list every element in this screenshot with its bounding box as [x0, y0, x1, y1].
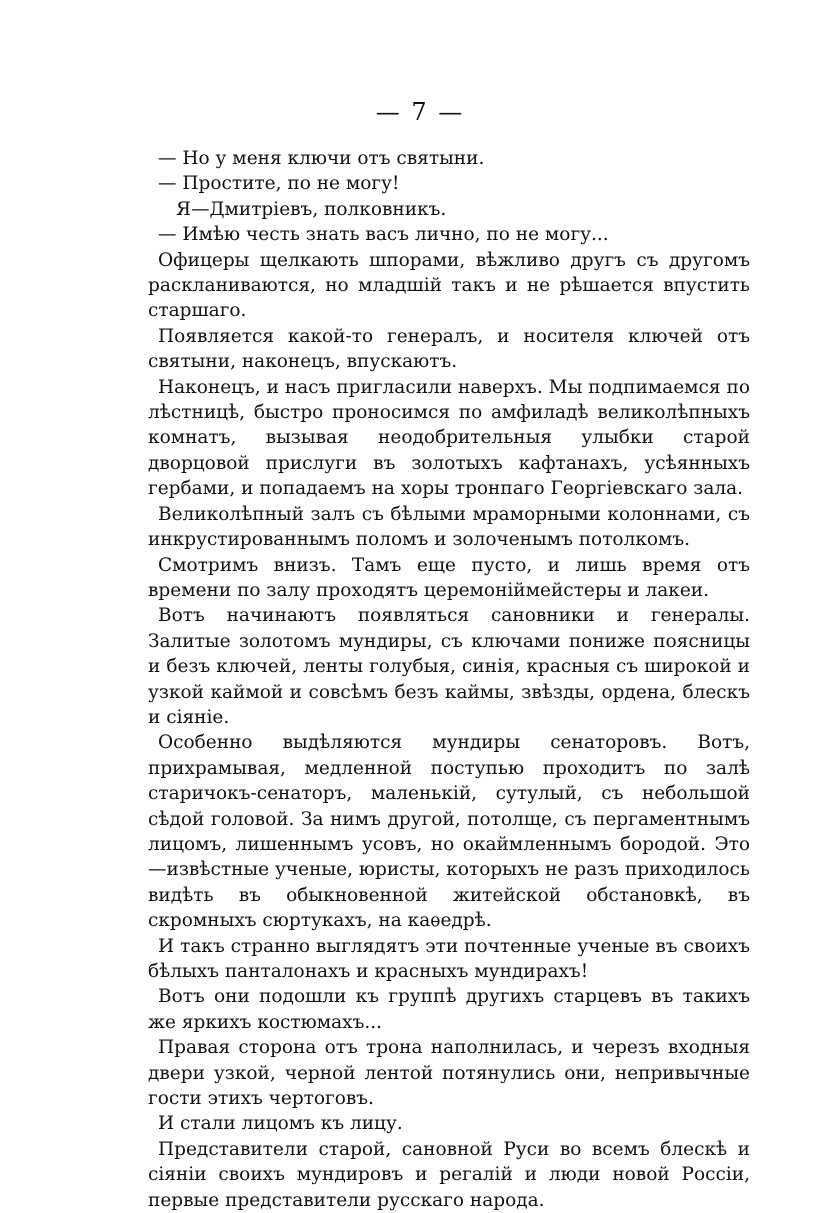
paragraph-5: Офицеры щелкають шпорами, вѣжливо другъ съ другомъ раскланиваются, но младшій такъ и не рѣшается впустить старшаго.: [148, 249, 750, 322]
paragraph-6: Появляется какой-то генералъ, и носителя ключей отъ святыни, наконецъ, впускаютъ.: [148, 325, 750, 373]
paragraph-12: И такъ странно выглядятъ эти почтенные ученые въ своихъ бѣлыхъ панталонахъ и красныхъ мундирахъ!: [148, 935, 750, 982]
body-text: [148, 146, 750, 1213]
paragraph-15: И стали лицомъ къ лицу.: [158, 1113, 403, 1135]
paragraph-9: Смотримъ внизъ. Тамъ еще пусто, и лишь время отъ времени по залу проходятъ церемоніймейстеры и лакеи.: [148, 554, 750, 601]
paragraph-16: Представители старой, сановной Руси во всемъ блескѣ и сіяніи своихъ мундировъ и регалій и люди новой Россіи, первые представители русскаго народа.: [148, 1138, 750, 1211]
page-number: — 7 —: [375, 98, 465, 126]
paragraph-11: Особенно выдѣляются мундиры сенаторовъ. Вотъ, прихрамывая, медленной поступью проходитъ по залѣ старичокъ-сенаторъ, маленькій, сутулый, съ небольшой сѣдой головой. За нимъ другой, потолще, съ пергаментнымъ лицомъ, лишеннымъ усовъ, но окаймленнымъ бородой. Это—извѣстные ученые, юристы, которыхъ не разъ приходилось видѣть въ обыкновенной житейской обстановкѣ, въ скромныхъ сюртукахъ, на каѳедрѣ.: [148, 732, 750, 932]
paragraph-8: Великолѣпный залъ съ бѣлыми мраморными колоннами, съ инкрустированнымъ поломъ и золоченымъ потолкомъ.: [148, 503, 750, 551]
paragraph-7: Наконецъ, и насъ пригласили наверхъ. Мы подпимаемся по лѣстницѣ, быстро проносимся по амфиладѣ великолѣпныхъ комнатъ, вызывая неодобрительныя улыбки старой дворцовой прислуги въ золотыхъ кафтанахъ, усѣянныхъ гербами, и попадаемъ на хоры тронпаго Георгіевскаго зала.: [148, 376, 750, 500]
paragraph-14: Правая сторона отъ трона наполнилась, и черезъ входныя двери узкой, черной лентой потянулись они, непривычные гости этихъ чертоговъ.: [148, 1037, 750, 1110]
paragraph-10: Вотъ начинаютъ появляться сановники и генералы. Залитые золотомъ мундиры, съ ключами пониже поясницы и безъ ключей, ленты голубыя, синія, красныя съ широкой и узкой каймой и совсѣмъ безъ каймы, звѣзды, ордена, блескъ и сіяніе.: [148, 605, 750, 728]
paragraph-1: — Но у меня ключи отъ святыни.: [158, 148, 485, 169]
paragraph-13: Вотъ они подошли къ группѣ другихъ старцевъ въ такихъ же яркихъ костюмахъ...: [148, 986, 750, 1033]
paragraph-2: — Простите, по не могу!: [158, 173, 400, 195]
paragraph-3: Я—Дмитріевъ, полковникъ.: [176, 198, 447, 220]
paragraph-4: — Имѣю честь знать васъ лично, по не могу...: [158, 224, 609, 246]
